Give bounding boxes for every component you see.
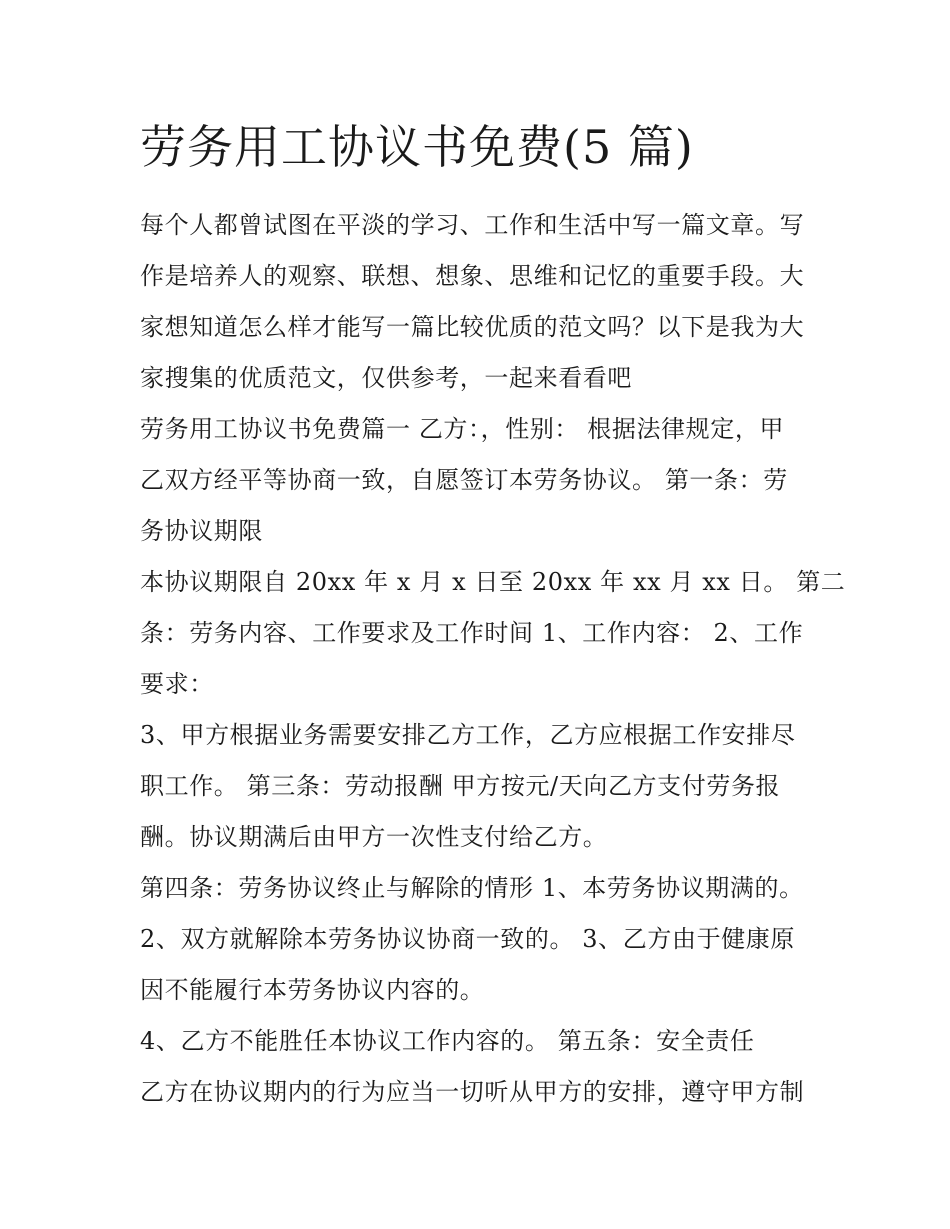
- text-line: 本协议期限自 20xx 年 x 月 x 日至 20xx 年 xx 月 xx 日。 第二: [140, 568, 846, 596]
- text-line: 乙双方经平等协商一致，自愿签订本劳务协议。 第一条：劳: [140, 466, 788, 494]
- text-line: 职工作。 第三条：劳动报酬 甲方按元/天向乙方支付劳务报: [140, 772, 781, 800]
- paragraph-article-5: [140, 1016, 820, 1067]
- text-line: 条：劳务内容、工作要求及工作时间 1、工作内容： 2、工作: [140, 619, 804, 647]
- text-line: 酬。协议期满后由甲方一次性支付给乙方。: [140, 823, 608, 851]
- paragraph-article-1: [140, 404, 820, 557]
- document-title: 劳务用工协议书免费(5 篇): [140, 120, 694, 174]
- paragraph-article-4: [140, 863, 820, 1016]
- paragraph-obligations: [140, 1067, 820, 1118]
- text-line: 家搜集的优质范文，仅供参考，一起来看看吧: [140, 364, 632, 392]
- text-line: 3、甲方根据业务需要安排乙方工作，乙方应根据工作安排尽: [140, 721, 796, 749]
- paragraph-intro: [140, 200, 820, 404]
- text-line: 务协议期限: [140, 517, 263, 545]
- text-line: 4、乙方不能胜任本协议工作内容的。 第五条：安全责任: [140, 1027, 755, 1055]
- text-line: 劳务用工协议书免费篇一 乙方：，性别： 根据法律规定，甲: [140, 415, 785, 443]
- text-line: 每个人都曾试图在平淡的学习、工作和生活中写一篇文章。写: [140, 211, 805, 239]
- paragraph-article-3: [140, 710, 820, 863]
- text-line: 2、双方就解除本劳务协议协商一致的。 3、乙方由于健康原: [140, 925, 795, 953]
- text-line: 家想知道怎么样才能写一篇比较优质的范文吗？以下是我为大: [140, 313, 805, 341]
- text-line: 要求：: [140, 670, 214, 698]
- document-body: [140, 200, 846, 1118]
- paragraph-term: [140, 557, 846, 710]
- text-line: 第四条：劳务协议终止与解除的情形 1、本劳务协议期满的。: [140, 874, 804, 902]
- text-line: 乙方在协议期内的行为应当一切听从甲方的安排，遵守甲方制: [140, 1078, 805, 1106]
- text-line: 作是培养人的观察、联想、想象、思维和记忆的重要手段。大: [140, 262, 805, 290]
- text-line: 因不能履行本劳务协议内容的。: [140, 976, 485, 1004]
